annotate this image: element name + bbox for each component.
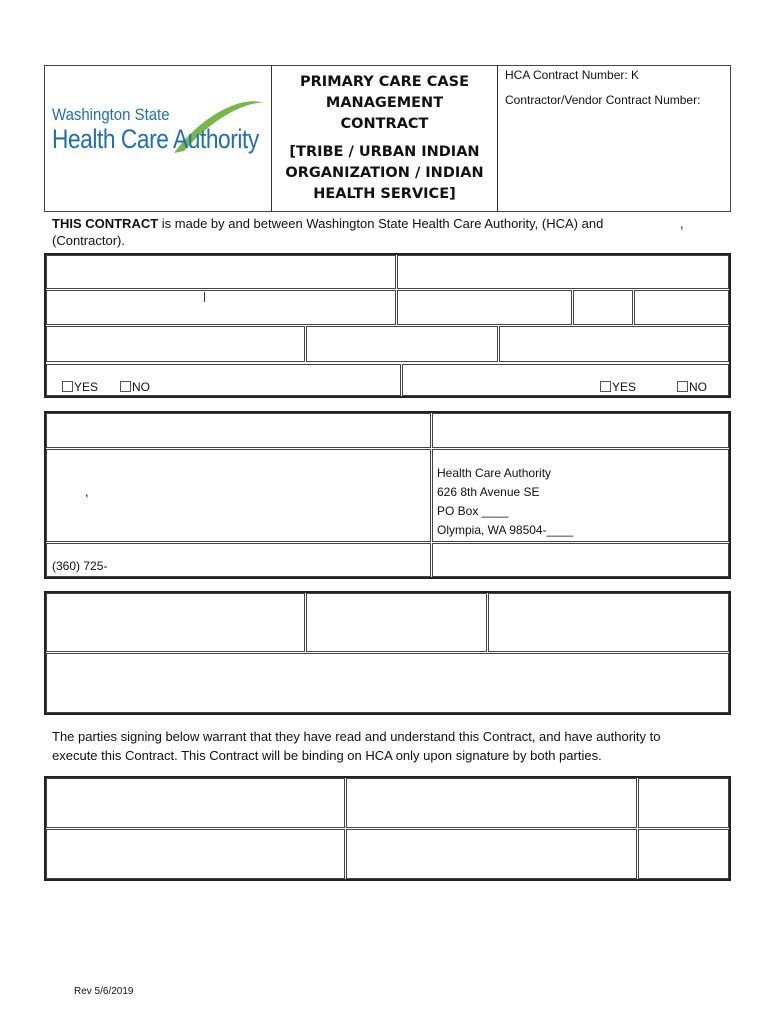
logo-a-letter-icon: A xyxy=(173,124,188,154)
title-line-3: CONTRACT xyxy=(340,116,429,132)
q1-yes-option[interactable] xyxy=(62,380,98,394)
contract-subtitle xyxy=(272,142,497,205)
intro-comma: , xyxy=(680,216,684,231)
contractor-printed-name-field[interactable] xyxy=(346,778,637,828)
revision-date: Rev 5/6/2019 xyxy=(74,986,134,997)
vendor-contract-number: Contractor/Vendor Contract Number: xyxy=(505,93,701,107)
hca-address-line-3: PO Box ____ xyxy=(437,504,509,518)
hca-contract-number: HCA Contract Number: K xyxy=(505,68,640,82)
contractor-dba-field[interactable] xyxy=(397,255,729,289)
contractor-date-field[interactable] xyxy=(638,778,729,828)
contractor-phone-field[interactable] xyxy=(499,326,729,362)
q2-yes-checkbox[interactable] xyxy=(600,381,611,392)
contractor-rep-field[interactable] xyxy=(46,326,305,362)
q2-no-option[interactable] xyxy=(677,380,707,394)
signing-text-line-2: execute this Contract. This Contract will be binding on HCA only upon signature by both parties. xyxy=(52,748,602,763)
hca-address-line-1: Health Care Authority xyxy=(437,466,552,480)
logo-line-1: Washington State xyxy=(52,105,170,124)
contractor-state-field[interactable] xyxy=(573,290,633,325)
contractor-name-field[interactable] xyxy=(46,255,396,289)
logo-text-health-care: Health Care xyxy=(52,124,174,154)
q2-no-checkbox[interactable] xyxy=(677,381,688,392)
hca-address xyxy=(437,464,573,540)
hca-printed-name-field[interactable] xyxy=(346,829,637,879)
hca-division-field[interactable] xyxy=(432,413,729,448)
hca-contact-comma: , xyxy=(85,484,89,499)
contract-title xyxy=(272,72,497,135)
contractor-city-field[interactable] xyxy=(397,290,572,325)
term-exhibits-field[interactable] xyxy=(46,653,729,713)
contractor-signature-field[interactable] xyxy=(46,778,345,828)
q2-yes-option[interactable] xyxy=(600,380,636,394)
intro-text: is made by and between Washington State Health Care Authority, (HCA) and xyxy=(158,216,604,231)
q1-yes-checkbox[interactable] xyxy=(62,381,73,392)
signing-text xyxy=(52,727,660,765)
title-line-1: PRIMARY CARE CASE xyxy=(300,74,469,90)
q1-no-checkbox[interactable] xyxy=(120,381,131,392)
cursor-mark xyxy=(204,292,205,302)
term-end-field[interactable] xyxy=(306,593,487,652)
contractor-title-field[interactable] xyxy=(306,326,498,362)
hca-address-line-2: 626 8th Avenue SE xyxy=(437,485,540,499)
contractor-zip-field[interactable] xyxy=(634,290,729,325)
intro-line-2: (Contractor). xyxy=(52,233,125,248)
title-line-2: MANAGEMENT xyxy=(325,95,444,111)
logo-text-uthority: uthority xyxy=(187,124,259,154)
hca-email-field[interactable] xyxy=(432,543,729,577)
hca-signature-field[interactable] xyxy=(46,829,345,879)
intro-bold: THIS CONTRACT xyxy=(52,216,159,231)
q2-yes-label: YES xyxy=(612,380,637,394)
hca-date-field[interactable] xyxy=(638,829,729,879)
term-start-field[interactable] xyxy=(46,593,305,652)
q1-yes-label: YES xyxy=(74,380,99,394)
subtitle-line-1: [TRIBE / URBAN INDIAN xyxy=(289,144,480,160)
intro-line-1 xyxy=(52,216,603,231)
hca-phone: (360) 725- xyxy=(52,559,108,573)
contractor-address-field[interactable] xyxy=(46,290,396,325)
subtitle-line-3: HEALTH SERVICE] xyxy=(313,186,456,202)
hca-contact-field[interactable] xyxy=(46,449,431,542)
header-divider-2 xyxy=(497,65,498,212)
hca-address-line-4: Olympia, WA 98504-____ xyxy=(437,523,574,537)
subtitle-line-2: ORGANIZATION / INDIAN xyxy=(285,165,484,181)
q1-no-label: NO xyxy=(132,380,150,394)
signing-text-line-1: The parties signing below warrant that they have read and understand this Contract, and have authority to xyxy=(52,729,661,744)
q2-no-label: NO xyxy=(689,380,707,394)
contractor-question-1 xyxy=(46,364,401,396)
hca-program-field[interactable] xyxy=(46,413,431,448)
term-amount-field[interactable] xyxy=(488,593,729,652)
logo-line-2 xyxy=(52,124,259,155)
hca-logo xyxy=(52,95,267,165)
q1-no-option[interactable] xyxy=(120,380,150,394)
